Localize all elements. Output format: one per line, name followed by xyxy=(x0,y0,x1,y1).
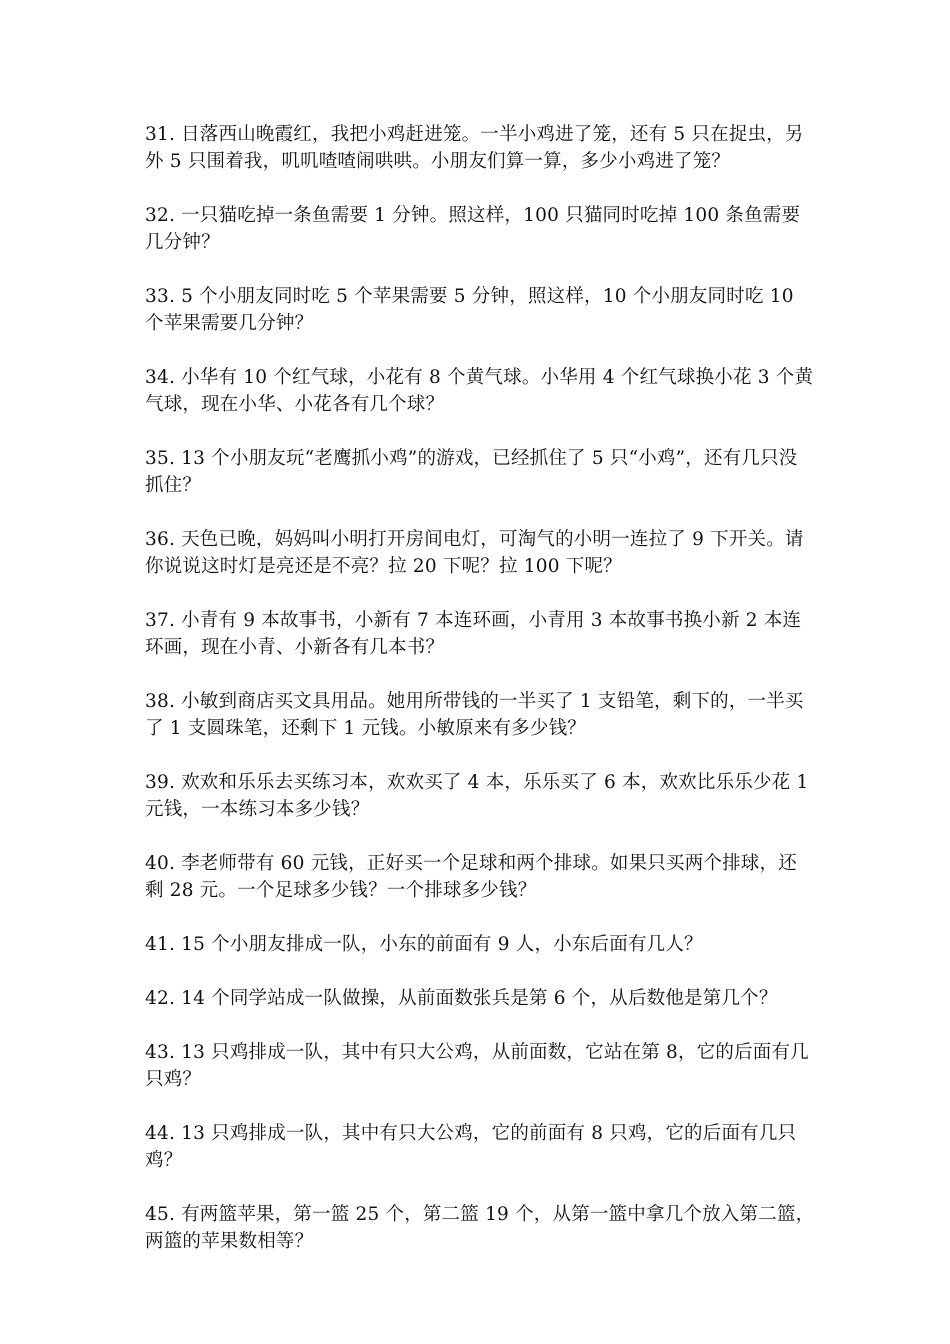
problem-40: 40. 李老师带有 60 元钱，正好买一个足球和两个排球。如果只买两个排球，还剩 28 元。一个足球多少钱？一个排球多少钱？ xyxy=(145,853,797,901)
problem-37: 37. 小青有 9 本故事书，小新有 7 本连环画，小青用 3 本故事书换小新 2 本连环画，现在小青、小新各有几本书？ xyxy=(145,610,802,658)
problem-45: 45. 有两篮苹果，第一篮 25 个，第二篮 19 个，从第一篮中拿几个放入第二篮，两篮的苹果数相等？ xyxy=(145,1204,815,1252)
problem-34: 34. 小华有 10 个红气球，小花有 8 个黄气球。小华用 4 个红气球换小花 3 个黄气球，现在小华、小花各有几个球？ xyxy=(145,367,814,415)
problem-43: 43. 13 只鸡排成一队，其中有只大公鸡，从前面数，它站在第 8，它的后面有几只鸡？ xyxy=(145,1042,809,1090)
problem-44: 44. 13 只鸡排成一队，其中有只大公鸡，它的前面有 8 只鸡，它的后面有几只鸡？ xyxy=(145,1123,797,1171)
problem-31: 31. 日落西山晚霞红，我把小鸡赶进笼。一半小鸡进了笼，还有 5 只在捉虫，另外 5 只围着我，叽叽喳喳闹哄哄。小朋友们算一算，多少小鸡进了笼？ xyxy=(145,124,804,172)
problem-39: 39. 欢欢和乐乐去买练习本，欢欢买了 4 本，乐乐买了 6 本，欢欢比乐乐少花 1 元钱，一本练习本多少钱？ xyxy=(145,772,809,820)
problem-36: 36. 天色已晚，妈妈叫小明打开房间电灯，可淘气的小明一连拉了 9 下开关。请你说说这时灯是亮还是不亮？拉 20 下呢？拉 100 下呢？ xyxy=(145,529,804,577)
problem-32: 32. 一只猫吃掉一条鱼需要 1 分钟。照这样，100 只猫同时吃掉 100 条鱼需要几分钟？ xyxy=(145,205,801,253)
problem-35: 35. 13 个小朋友玩“老鹰抓小鸡”的游戏，已经抓住了 5 只“小鸡”，还有几只没抓住？ xyxy=(145,448,798,496)
problem-38: 38. 小敏到商店买文具用品。她用所带钱的一半买了 1 支铅笔，剩下的，一半买了 1 支圆珠笔，还剩下 1 元钱。小敏原来有多少钱？ xyxy=(145,691,804,739)
problem-33: 33. 5 个小朋友同时吃 5 个苹果需要 5 分钟，照这样，10 个小朋友同时吃 10 个苹果需要几分钟？ xyxy=(145,286,794,334)
problem-list xyxy=(145,121,815,1282)
problem-41: 41. 15 个小朋友排成一队，小东的前面有 9 人，小东后面有几人？ xyxy=(145,934,703,955)
problem-42: 42. 14 个同学站成一队做操，从前面数张兵是第 6 个，从后数他是第几个？ xyxy=(145,988,778,1009)
